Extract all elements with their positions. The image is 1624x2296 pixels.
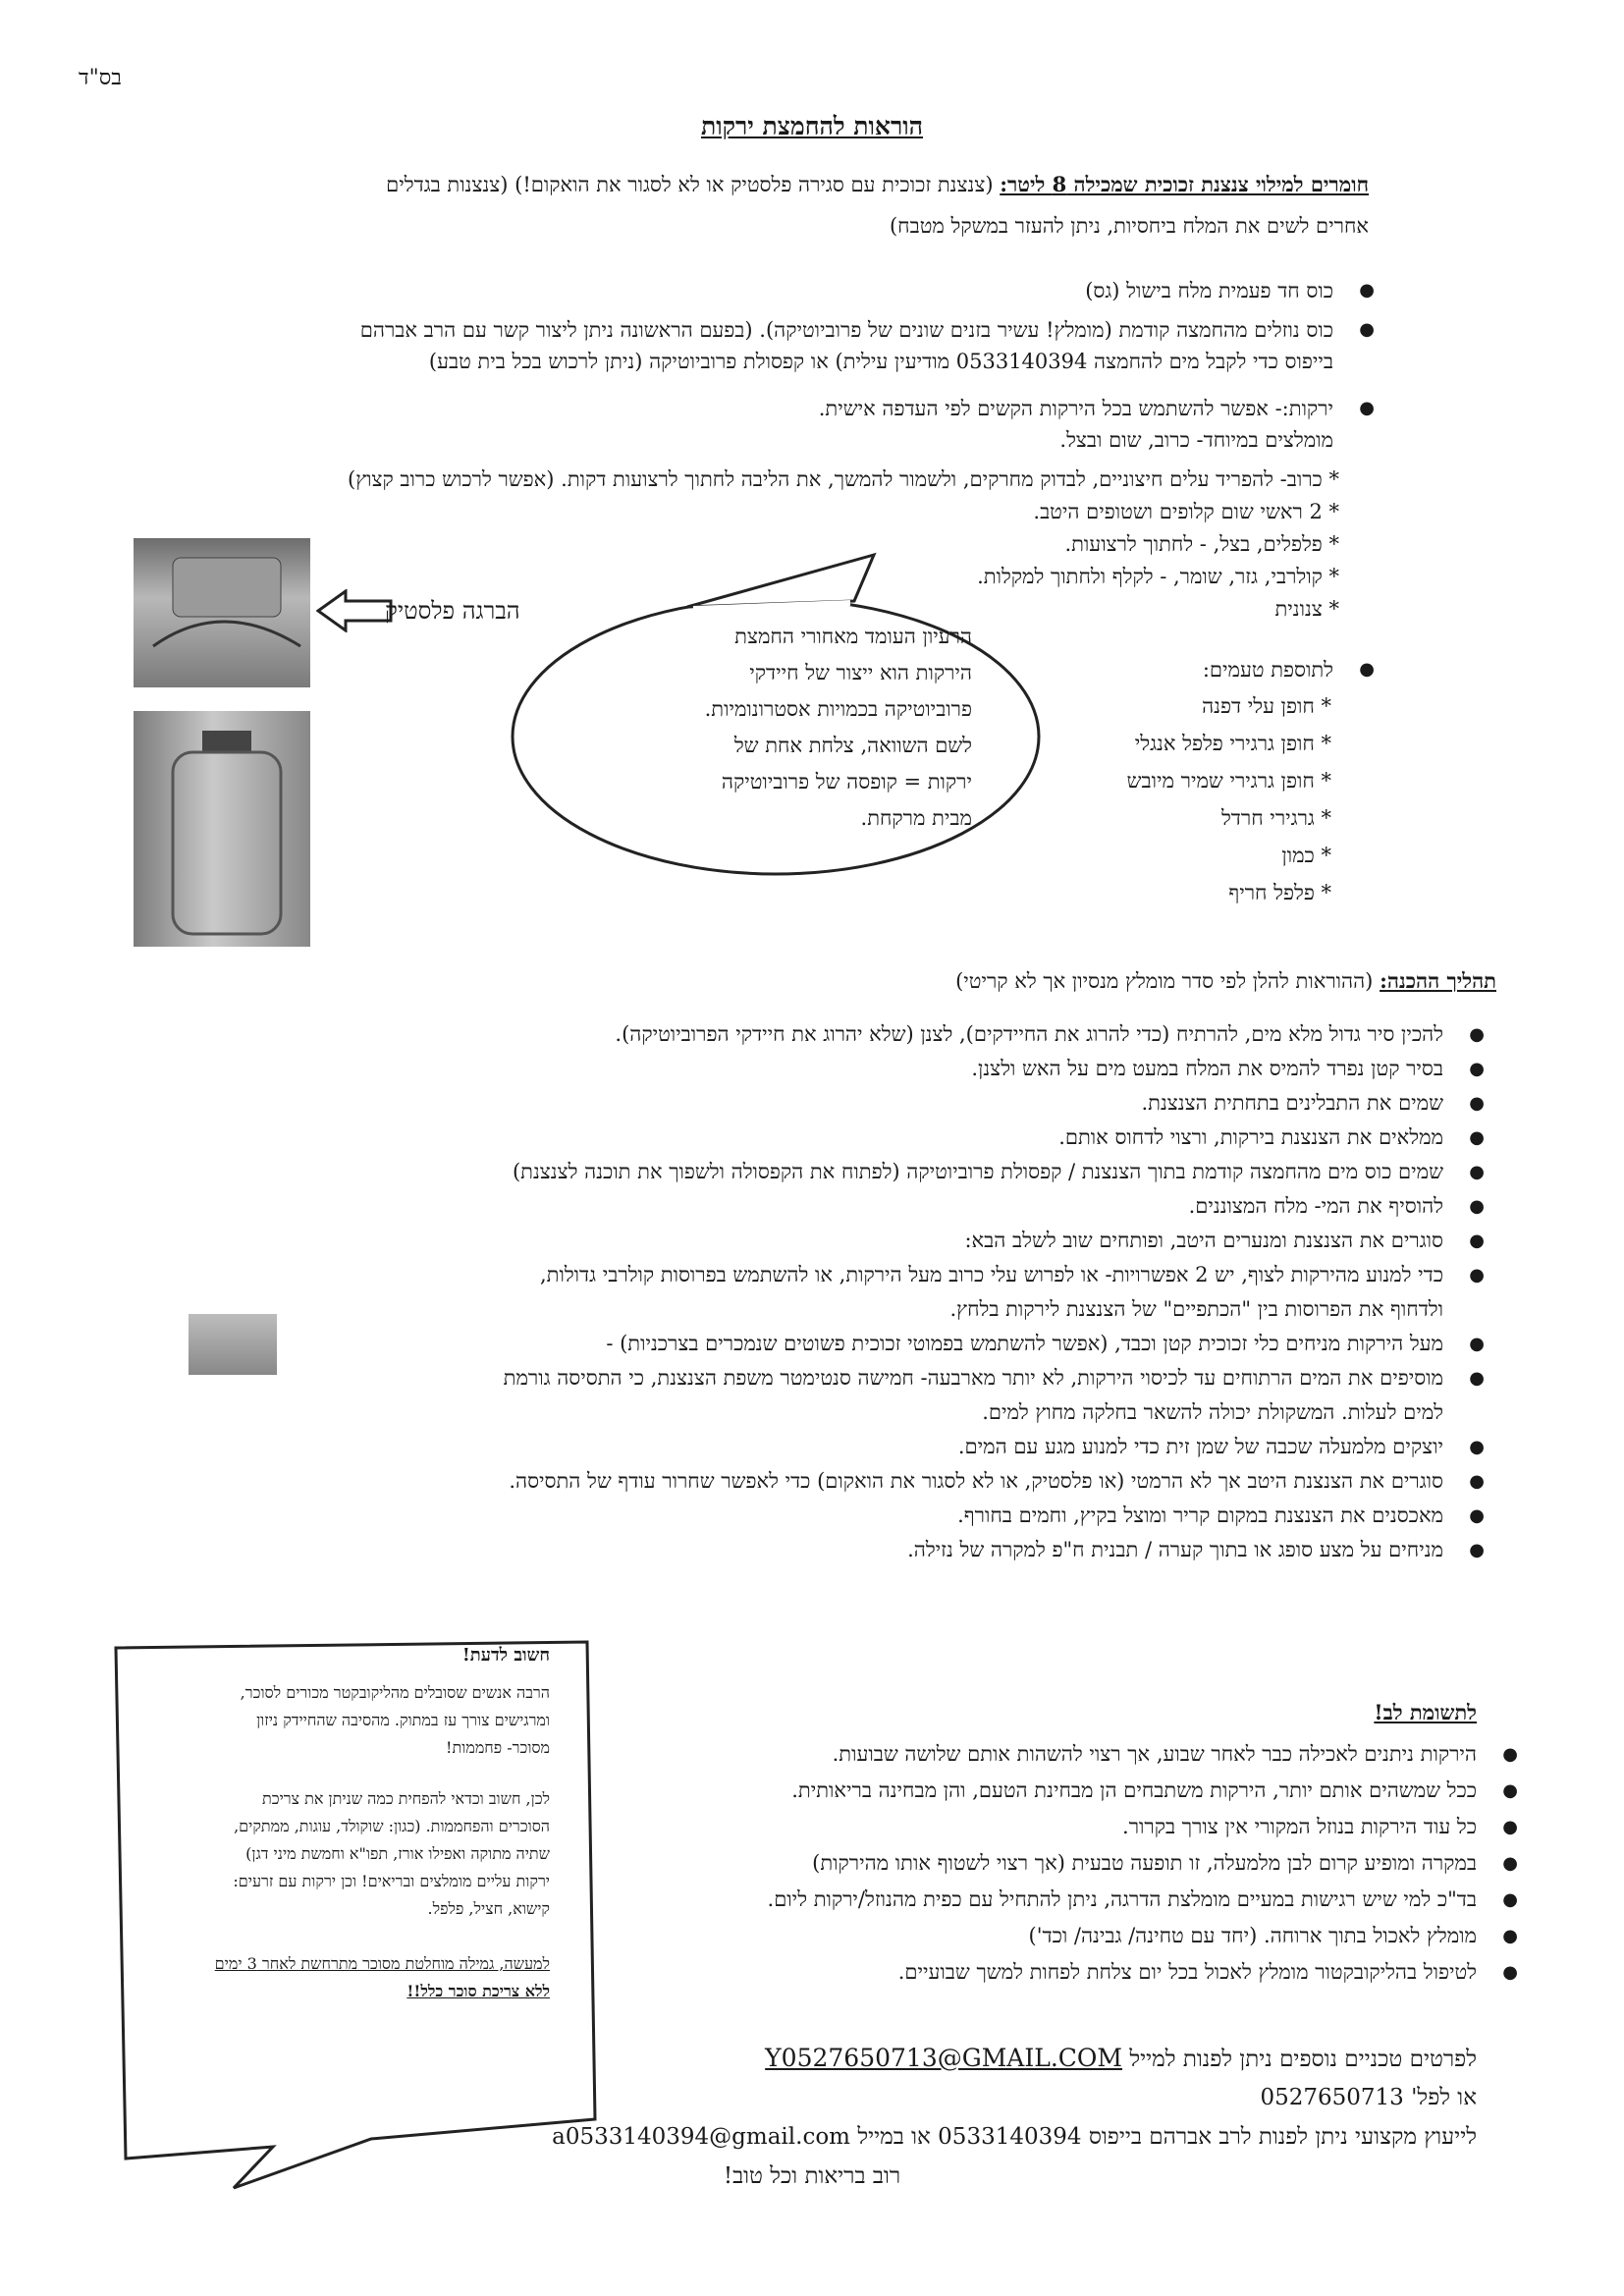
- bsd-mark: בס"ד: [79, 66, 122, 90]
- step-item-continued: למים לעלות. המשקולת יכולה להשאר בחלקה מחוץ למים.: [982, 1400, 1443, 1424]
- cap-label: הברגה פלסטיק: [385, 597, 520, 625]
- spice-item: * חופן גרגירי שמיר מיובש: [1126, 769, 1331, 793]
- materials-line-2: אחרים לשים את המלח ביחסיות, ניתן להעזר במשקל מטבח): [889, 214, 1369, 238]
- step-item-continued: ולדחוף את הפרוסות בין "הכתפיים" של הצנצנת לירקות בלחץ.: [949, 1297, 1443, 1321]
- spice-item: * כמון: [1281, 844, 1331, 867]
- important-box: [137, 1642, 550, 2005]
- attention-list: [767, 1736, 1518, 1991]
- attention-item: ● כל עוד הירקות בנוזל המקורי אין צורך בקרור.: [1122, 1815, 1518, 1838]
- jar-icon: [134, 711, 310, 947]
- bullet-icon: ●: [1359, 319, 1375, 340]
- closing-line: רוב בריאות וכל טוב!: [723, 2163, 901, 2189]
- page-title: הוראות להחמצת ירקות: [700, 112, 924, 140]
- step-item: ● סוגרים את הצנצנת ומנערים היטב, ופותחים שוב לשלב הבא:: [964, 1229, 1485, 1252]
- attention-item: ● בד"כ למי שיש רגישות במעיים מומלצת הדרגה, ניתן להתחיל עם כפית מהנוזל/ירקות ליום.: [767, 1887, 1518, 1911]
- attention-item: ● מומלץ לאכול בתוך ארוחה. (יחד עם טחינה/ גבינה/ וכד'): [1028, 1924, 1518, 1947]
- step-item: ● יוצקים מלמעלה שכבה של שמן זית כדי למנוע מגע עם המים.: [957, 1435, 1485, 1458]
- veg-item: * קולרבי, גזר, שומר, - לקלף ולחתוך למקלות.: [977, 565, 1339, 588]
- important-title: חשוב לדעת!: [461, 1645, 550, 1666]
- jar-cap-photo: [134, 538, 310, 687]
- materials-line1-rest: (צנצנת זכוכית עם סגירה פלסטיק או לא לסגור את הואקום!) (צנצנות בגדלים: [386, 173, 994, 196]
- spice-item: * פלפל חריף: [1228, 881, 1331, 904]
- contact-line-3: לייעוץ מקצועי ניתן לפנות לרב אברהם בייפוס 0533140394 או במייל a0533140394@gmail.com: [552, 2124, 1477, 2150]
- step-item: ● להכין סיר גדול מלא מים, להרתיח (כדי להרוג את החיידקים), לצנן (שלא יהרוג את חיידקי הפרוביוטיקה).: [615, 1022, 1485, 1046]
- process-note: (ההוראות להלן לפי סדר מומלץ מנסיון אך לא קריטי): [955, 969, 1374, 993]
- step-item: ● שמים כוס מים מהחמצה קודמת בתוך הצנצנת / קפסולת פרוביוטיקה (לפתוח את הקפסולה ולשפוך את תוכנה לצנצנת): [512, 1160, 1485, 1183]
- veg-item: * כרוב- להפריד עלים חיצוניים, לבדוק מחרקים, ולשמור להמשך, את הליבה לחתוך לרצועות דקות. (אפשר לרכוש כרוב קצוץ): [348, 467, 1339, 491]
- list-item: ● כוס נוזלים מהחמצה קודמת (מומלץ! עשיר בזנים שונים של פרוביוטיקה). (בפעם הראשונה ניתן ליצור קשר עם הרב אברהם: [360, 314, 1333, 346]
- attention-title: לתשומת לב!: [1374, 1700, 1477, 1724]
- veg-recommend: מומלצים במיוחד- כרוב, שום ובצל.: [1059, 428, 1333, 452]
- spice-item: * חופן עלי דפנה: [1202, 694, 1331, 718]
- process-heading: תהליך ההכנה:: [1380, 968, 1496, 993]
- arrow-left-icon: [316, 589, 395, 632]
- attention-item: ● ככל שמשהים אותם יותר, הירקות משתבחים הן מבחינת הטעם, והן מבחינה בריאותית.: [791, 1778, 1518, 1802]
- step-item: ● ממלאים את הצנצנת בירקות, ורצוי לדחוס אותם.: [1058, 1125, 1485, 1149]
- step-item: ● סוגרים את הצנצנת היטב אך לא הרמטי (או פלסטיק, או לא לסגור את הואקום) כדי לאפשר שחרור עודף של התסיסה.: [509, 1469, 1485, 1493]
- email-link-1[interactable]: Y0527650713@GMAIL.COM: [765, 2044, 1123, 2072]
- jar-cap-icon: [134, 538, 310, 687]
- list-item: ● כוס חד פעמית מלח בישול (גס): [360, 275, 1333, 306]
- attention-item: ● הירקות ניתנים לאכילה כבר לאחר שבוע, אך רצוי להשהות אותם שלושה שבועות.: [832, 1742, 1518, 1766]
- bullet-icon: ●: [1359, 280, 1375, 301]
- attention-item: ● לטיפול בהליקובקטור מומלץ לאכול בכל יום צלחת לפחות למשך שבועיים.: [897, 1960, 1518, 1984]
- step-item: ● להוסיף את המי- מלח המצוננים.: [1188, 1194, 1485, 1218]
- step-item: ● מניחים על מצע סופג או בתוך קערה / תבנית ח"פ למקרה של נזילה.: [907, 1538, 1485, 1561]
- list-item-continued: בייפוס כדי לקבל מים להחמצה 0533140394 מודיעין עילית) או קפסולת פרוביוטיקה (ניתן לרכוש בכל בית טבע): [428, 350, 1333, 373]
- veg-item: * פלפלים, בצל, - לחתוך לרצועות.: [1064, 532, 1339, 556]
- veg-item: * צנונית: [1274, 597, 1339, 621]
- materials-line-1: [386, 169, 1369, 200]
- process-heading-line: [955, 965, 1496, 997]
- contact-line-2: או לפל' 0527650713: [1260, 2085, 1477, 2110]
- step-item: ● מעל הירקות מניחים כלי זכוכית קטן וכבד, (אפשר להשתמש בפמוטי זכוכית פשוטים שנמכרים בצרכניות) -: [606, 1332, 1485, 1355]
- email-link-2[interactable]: a0533140394@gmail.com: [552, 2124, 850, 2150]
- jar-photo: [134, 711, 310, 947]
- veg-item: * 2 ראשי שום קלופים ושטופים היטב.: [1033, 500, 1339, 523]
- list-item: ● ירקות:- אפשר להשתמש בכל הירקות הקשים לפי העדפה אישית.: [360, 393, 1333, 424]
- attention-item: ● במקרה ומופיע קרום לבן מלמעלה, זו תופעה טבעית (אך רצוי לשטוף אותו מהירקות): [812, 1851, 1518, 1875]
- materials-list: [359, 275, 1375, 456]
- important-footer-1: למעשה, גמילה מוחלטת מסוכר מתרחשת לאחר 3 ימים: [214, 1954, 550, 1973]
- step-item: ● כדי למנוע מהירקות לצוף, יש 2 אפשרויות- או לפרוש עלי כרוב מעל הירקות, או להשתמש בפרוסות קולרבי גדולות,: [540, 1263, 1485, 1286]
- bubble-text: הרעיון העומד מאחורי החמצת הירקות הוא ייצור של חיידקי פרוביוטיקה בכמויות אסטרונומיות. לשם השוואה, צלחת אחת של ירקות = קופסה של פרוביוטיקה מבית מרקחת.: [704, 625, 972, 830]
- important-lines: הרבה אנשים שסובלים מהליקובקטר מכורים לסוכר, ומרגישים צורך עז במתוק. מהסיבה שהחיידק ניזון מסוכר- פחממות! לכן, חשוב וכדאי להפחית כמה שניתן את צריכת הסוכרים והפחממות. (כגון: שוקולד, עוגות, ממתקים, שתיה מתוקה ואפילו אורז, תפו"א וחמשת מיני דגן) ירקות עליים מומלצים ובריאים! וכן ירקות עם זרעים: קישוא, חציל, פלפל.: [233, 1683, 550, 1918]
- bullet-icon: ●: [1359, 398, 1375, 418]
- step-item: ● מוסיפים את המים הרתוחים עד לכיסוי הירקות, לא יותר מארבעה- חמישה סנטימטר משפת הצנצנת, כי התסיסה גורמת: [503, 1366, 1485, 1390]
- important-footer-2: ללא צריכת סוכר כלל!!: [406, 1982, 550, 2000]
- step-item: ● מאכסנים את הצנצנת במקום קריר ומוצל בקיץ, וחמים בחורף.: [957, 1503, 1485, 1527]
- materials-heading: חומרים למילוי צנצנת זכוכית שמכילה 8 ליטר:: [1000, 172, 1369, 196]
- step-item: ● שמים את התבלינים בתחתית הצנצנת.: [1141, 1091, 1485, 1115]
- contact-line-1: לפרטים טכניים נוספים ניתן לפנות למייל Y0527650713@GMAIL.COM: [765, 2044, 1477, 2072]
- spice-item: * גרגירי חרדל: [1220, 806, 1331, 830]
- step-item: ● בסיר קטן נפרד להמיס את המלח במעט מים על האש ולצנן.: [971, 1057, 1485, 1080]
- spices-section: [1126, 652, 1375, 911]
- process-steps: [503, 1017, 1485, 1567]
- bullet-icon: ●: [1359, 659, 1375, 680]
- spices-title: ● לתוספת טעמים:: [1127, 652, 1333, 687]
- spice-item: * חופן גרגירי פלפל אנגלי: [1134, 732, 1331, 755]
- glass-weight-photo: [189, 1314, 277, 1375]
- cap-arrow: [316, 589, 395, 636]
